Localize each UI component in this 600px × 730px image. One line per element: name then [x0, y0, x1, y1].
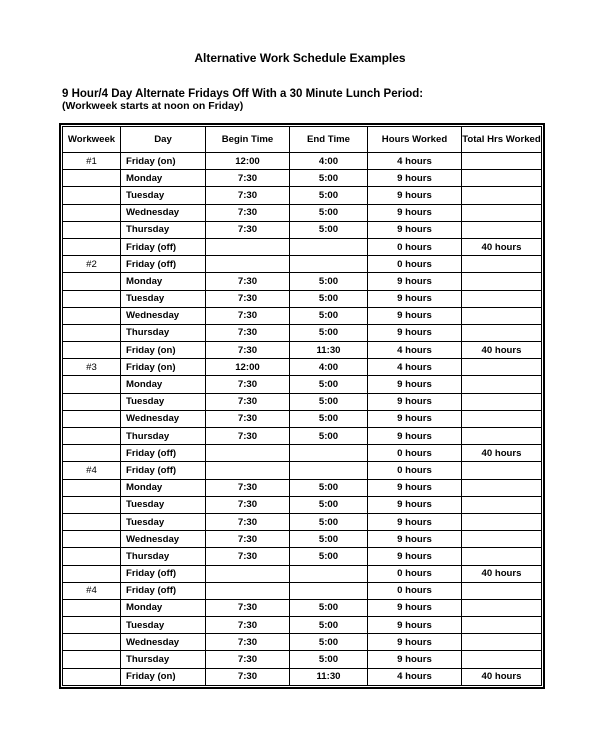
- cell-day: Friday (off): [121, 462, 206, 479]
- cell-end-time: 11:30: [290, 668, 368, 685]
- cell-end-time: 5:00: [290, 651, 368, 668]
- cell-day: Friday (off): [121, 582, 206, 599]
- table-row: [63, 273, 542, 290]
- cell-hours-worked: 9 hours: [368, 376, 462, 393]
- table-row: [63, 565, 542, 582]
- cell-day: Monday: [121, 599, 206, 616]
- table-row: [63, 170, 542, 187]
- cell-day: Thursday: [121, 324, 206, 341]
- cell-day: Thursday: [121, 428, 206, 445]
- document-title: Alternative Work Schedule Examples: [194, 51, 406, 65]
- cell-day: Wednesday: [121, 531, 206, 548]
- cell-begin-time: [206, 582, 290, 599]
- cell-hours-worked: 0 hours: [368, 582, 462, 599]
- cell-hours-worked: 9 hours: [368, 410, 462, 427]
- cell-begin-time: 7:30: [206, 496, 290, 513]
- cell-workweek: [63, 410, 121, 427]
- cell-end-time: 5:00: [290, 393, 368, 410]
- cell-hours-worked: 9 hours: [368, 599, 462, 616]
- cell-begin-time: 7:30: [206, 170, 290, 187]
- cell-total-hrs: 40 hours: [462, 565, 542, 582]
- cell-end-time: 5:00: [290, 170, 368, 187]
- cell-begin-time: [206, 565, 290, 582]
- cell-begin-time: 7:30: [206, 376, 290, 393]
- cell-begin-time: 7:30: [206, 410, 290, 427]
- table-row: [63, 256, 542, 273]
- cell-begin-time: 12:00: [206, 359, 290, 376]
- table-row: [63, 238, 542, 255]
- cell-total-hrs: [462, 359, 542, 376]
- cell-end-time: [290, 462, 368, 479]
- cell-begin-time: 7:30: [206, 187, 290, 204]
- cell-hours-worked: 9 hours: [368, 531, 462, 548]
- table-row: [63, 307, 542, 324]
- cell-workweek: [63, 651, 121, 668]
- cell-hours-worked: 0 hours: [368, 256, 462, 273]
- cell-hours-worked: 9 hours: [368, 617, 462, 634]
- cell-begin-time: 7:30: [206, 221, 290, 238]
- cell-end-time: 5:00: [290, 513, 368, 530]
- cell-hours-worked: 9 hours: [368, 170, 462, 187]
- cell-workweek: #3: [63, 359, 121, 376]
- cell-end-time: 5:00: [290, 599, 368, 616]
- cell-end-time: 5:00: [290, 307, 368, 324]
- cell-total-hrs: 40 hours: [462, 238, 542, 255]
- table-row: [63, 634, 542, 651]
- table-body: [63, 153, 542, 686]
- table-row: [63, 428, 542, 445]
- cell-begin-time: 7:30: [206, 599, 290, 616]
- cell-begin-time: 7:30: [206, 531, 290, 548]
- cell-workweek: #4: [63, 462, 121, 479]
- cell-total-hrs: [462, 634, 542, 651]
- cell-day: Thursday: [121, 548, 206, 565]
- table-row: [63, 187, 542, 204]
- table-row: [63, 204, 542, 221]
- cell-end-time: 5:00: [290, 428, 368, 445]
- table-row: [63, 668, 542, 685]
- cell-day: Tuesday: [121, 290, 206, 307]
- cell-total-hrs: [462, 204, 542, 221]
- schedule-note: (Workweek starts at noon on Friday): [62, 100, 244, 112]
- cell-end-time: 5:00: [290, 548, 368, 565]
- cell-workweek: [63, 204, 121, 221]
- cell-hours-worked: 4 hours: [368, 668, 462, 685]
- cell-begin-time: 7:30: [206, 651, 290, 668]
- cell-workweek: [63, 617, 121, 634]
- table-row: [63, 513, 542, 530]
- header-total-hrs-worked: Total Hrs Worked: [462, 127, 542, 153]
- table-row: [63, 410, 542, 427]
- cell-total-hrs: [462, 548, 542, 565]
- cell-total-hrs: [462, 307, 542, 324]
- schedule-table: [62, 126, 542, 686]
- cell-end-time: 11:30: [290, 342, 368, 359]
- table-row: [63, 393, 542, 410]
- cell-end-time: 5:00: [290, 617, 368, 634]
- cell-day: Friday (on): [121, 153, 206, 170]
- cell-workweek: [63, 170, 121, 187]
- cell-end-time: 4:00: [290, 153, 368, 170]
- cell-hours-worked: 4 hours: [368, 359, 462, 376]
- cell-day: Friday (on): [121, 342, 206, 359]
- cell-day: Tuesday: [121, 513, 206, 530]
- cell-day: Monday: [121, 273, 206, 290]
- cell-total-hrs: 40 hours: [462, 445, 542, 462]
- cell-workweek: #1: [63, 153, 121, 170]
- table-row: [63, 531, 542, 548]
- cell-hours-worked: 9 hours: [368, 187, 462, 204]
- table-row: [63, 342, 542, 359]
- cell-begin-time: 7:30: [206, 342, 290, 359]
- cell-end-time: [290, 582, 368, 599]
- cell-workweek: [63, 393, 121, 410]
- cell-end-time: 5:00: [290, 531, 368, 548]
- cell-end-time: 5:00: [290, 290, 368, 307]
- cell-total-hrs: [462, 273, 542, 290]
- cell-total-hrs: [462, 290, 542, 307]
- cell-day: Wednesday: [121, 307, 206, 324]
- cell-day: Friday (on): [121, 668, 206, 685]
- cell-day: Thursday: [121, 651, 206, 668]
- cell-day: Monday: [121, 376, 206, 393]
- cell-total-hrs: [462, 479, 542, 496]
- table-row: [63, 324, 542, 341]
- cell-hours-worked: 0 hours: [368, 462, 462, 479]
- cell-workweek: [63, 565, 121, 582]
- cell-hours-worked: 9 hours: [368, 393, 462, 410]
- cell-workweek: #4: [63, 582, 121, 599]
- cell-day: Wednesday: [121, 634, 206, 651]
- cell-workweek: [63, 324, 121, 341]
- cell-workweek: [63, 376, 121, 393]
- cell-begin-time: 7:30: [206, 668, 290, 685]
- cell-begin-time: [206, 462, 290, 479]
- table-row: [63, 290, 542, 307]
- cell-hours-worked: 9 hours: [368, 651, 462, 668]
- cell-workweek: [63, 496, 121, 513]
- cell-hours-worked: 9 hours: [368, 548, 462, 565]
- cell-workweek: [63, 273, 121, 290]
- cell-end-time: 5:00: [290, 496, 368, 513]
- cell-workweek: [63, 238, 121, 255]
- cell-hours-worked: 9 hours: [368, 324, 462, 341]
- cell-day: Tuesday: [121, 617, 206, 634]
- schedule-table-frame: [59, 123, 545, 689]
- cell-workweek: [63, 187, 121, 204]
- cell-day: Friday (off): [121, 238, 206, 255]
- cell-end-time: 5:00: [290, 187, 368, 204]
- header-begin-time: Begin Time: [206, 127, 290, 153]
- table-row: [63, 359, 542, 376]
- cell-workweek: [63, 342, 121, 359]
- cell-total-hrs: 40 hours: [462, 668, 542, 685]
- table-row: [63, 617, 542, 634]
- cell-workweek: [63, 479, 121, 496]
- table-row: [63, 548, 542, 565]
- cell-begin-time: [206, 256, 290, 273]
- cell-day: Thursday: [121, 221, 206, 238]
- table-row: [63, 496, 542, 513]
- cell-begin-time: 7:30: [206, 634, 290, 651]
- cell-begin-time: 7:30: [206, 479, 290, 496]
- table-header-row: [63, 127, 542, 153]
- cell-hours-worked: 4 hours: [368, 342, 462, 359]
- cell-total-hrs: [462, 651, 542, 668]
- schedule-subtitle: 9 Hour/4 Day Alternate Fridays Off With a 30 Minute Lunch Period:: [62, 88, 424, 100]
- cell-total-hrs: [462, 324, 542, 341]
- cell-day: Wednesday: [121, 204, 206, 221]
- cell-day: Tuesday: [121, 187, 206, 204]
- cell-day: Tuesday: [121, 393, 206, 410]
- cell-workweek: [63, 290, 121, 307]
- cell-begin-time: 7:30: [206, 273, 290, 290]
- cell-workweek: [63, 221, 121, 238]
- cell-end-time: 5:00: [290, 634, 368, 651]
- cell-hours-worked: 9 hours: [368, 496, 462, 513]
- cell-hours-worked: 9 hours: [368, 634, 462, 651]
- cell-end-time: [290, 445, 368, 462]
- cell-end-time: 5:00: [290, 221, 368, 238]
- cell-end-time: 5:00: [290, 479, 368, 496]
- cell-day: Monday: [121, 479, 206, 496]
- cell-hours-worked: 9 hours: [368, 479, 462, 496]
- cell-total-hrs: [462, 428, 542, 445]
- cell-end-time: 5:00: [290, 324, 368, 341]
- cell-day: Friday (off): [121, 565, 206, 582]
- cell-total-hrs: [462, 462, 542, 479]
- cell-hours-worked: 9 hours: [368, 204, 462, 221]
- cell-total-hrs: [462, 187, 542, 204]
- cell-total-hrs: [462, 513, 542, 530]
- cell-total-hrs: [462, 617, 542, 634]
- cell-end-time: 5:00: [290, 376, 368, 393]
- cell-total-hrs: [462, 582, 542, 599]
- cell-end-time: 5:00: [290, 273, 368, 290]
- cell-workweek: [63, 634, 121, 651]
- cell-hours-worked: 0 hours: [368, 565, 462, 582]
- cell-hours-worked: 4 hours: [368, 153, 462, 170]
- cell-total-hrs: [462, 599, 542, 616]
- table-row: [63, 582, 542, 599]
- cell-day: Friday (off): [121, 256, 206, 273]
- cell-hours-worked: 9 hours: [368, 290, 462, 307]
- cell-end-time: 5:00: [290, 204, 368, 221]
- cell-hours-worked: 0 hours: [368, 238, 462, 255]
- cell-day: Monday: [121, 170, 206, 187]
- cell-total-hrs: [462, 376, 542, 393]
- cell-total-hrs: 40 hours: [462, 342, 542, 359]
- cell-total-hrs: [462, 170, 542, 187]
- cell-day: Tuesday: [121, 496, 206, 513]
- cell-workweek: [63, 445, 121, 462]
- cell-begin-time: 7:30: [206, 290, 290, 307]
- cell-end-time: [290, 256, 368, 273]
- cell-workweek: [63, 307, 121, 324]
- cell-total-hrs: [462, 410, 542, 427]
- cell-total-hrs: [462, 256, 542, 273]
- cell-day: Wednesday: [121, 410, 206, 427]
- cell-begin-time: 7:30: [206, 513, 290, 530]
- table-row: [63, 445, 542, 462]
- cell-workweek: [63, 513, 121, 530]
- cell-total-hrs: [462, 221, 542, 238]
- cell-day: Friday (on): [121, 359, 206, 376]
- cell-hours-worked: 9 hours: [368, 273, 462, 290]
- cell-begin-time: 7:30: [206, 548, 290, 565]
- header-end-time: End Time: [290, 127, 368, 153]
- cell-day: Friday (off): [121, 445, 206, 462]
- cell-begin-time: 7:30: [206, 617, 290, 634]
- cell-begin-time: [206, 445, 290, 462]
- table-row: [63, 462, 542, 479]
- cell-total-hrs: [462, 393, 542, 410]
- table-row: [63, 221, 542, 238]
- cell-total-hrs: [462, 496, 542, 513]
- table-row: [63, 376, 542, 393]
- cell-hours-worked: 9 hours: [368, 428, 462, 445]
- cell-begin-time: 7:30: [206, 428, 290, 445]
- cell-begin-time: [206, 238, 290, 255]
- cell-begin-time: 12:00: [206, 153, 290, 170]
- table-row: [63, 599, 542, 616]
- table-row: [63, 153, 542, 170]
- cell-workweek: [63, 599, 121, 616]
- cell-total-hrs: [462, 153, 542, 170]
- cell-begin-time: 7:30: [206, 307, 290, 324]
- cell-end-time: [290, 565, 368, 582]
- cell-hours-worked: 0 hours: [368, 445, 462, 462]
- header-day: Day: [121, 127, 206, 153]
- cell-workweek: [63, 668, 121, 685]
- cell-end-time: 5:00: [290, 410, 368, 427]
- table-row: [63, 651, 542, 668]
- table-row: [63, 479, 542, 496]
- cell-workweek: [63, 428, 121, 445]
- cell-total-hrs: [462, 531, 542, 548]
- cell-workweek: #2: [63, 256, 121, 273]
- cell-end-time: [290, 238, 368, 255]
- cell-begin-time: 7:30: [206, 204, 290, 221]
- cell-workweek: [63, 531, 121, 548]
- cell-workweek: [63, 548, 121, 565]
- cell-hours-worked: 9 hours: [368, 307, 462, 324]
- cell-begin-time: 7:30: [206, 324, 290, 341]
- cell-hours-worked: 9 hours: [368, 513, 462, 530]
- header-hours-worked: Hours Worked: [368, 127, 462, 153]
- cell-hours-worked: 9 hours: [368, 221, 462, 238]
- header-workweek: Workweek: [63, 127, 121, 153]
- cell-begin-time: 7:30: [206, 393, 290, 410]
- cell-end-time: 4:00: [290, 359, 368, 376]
